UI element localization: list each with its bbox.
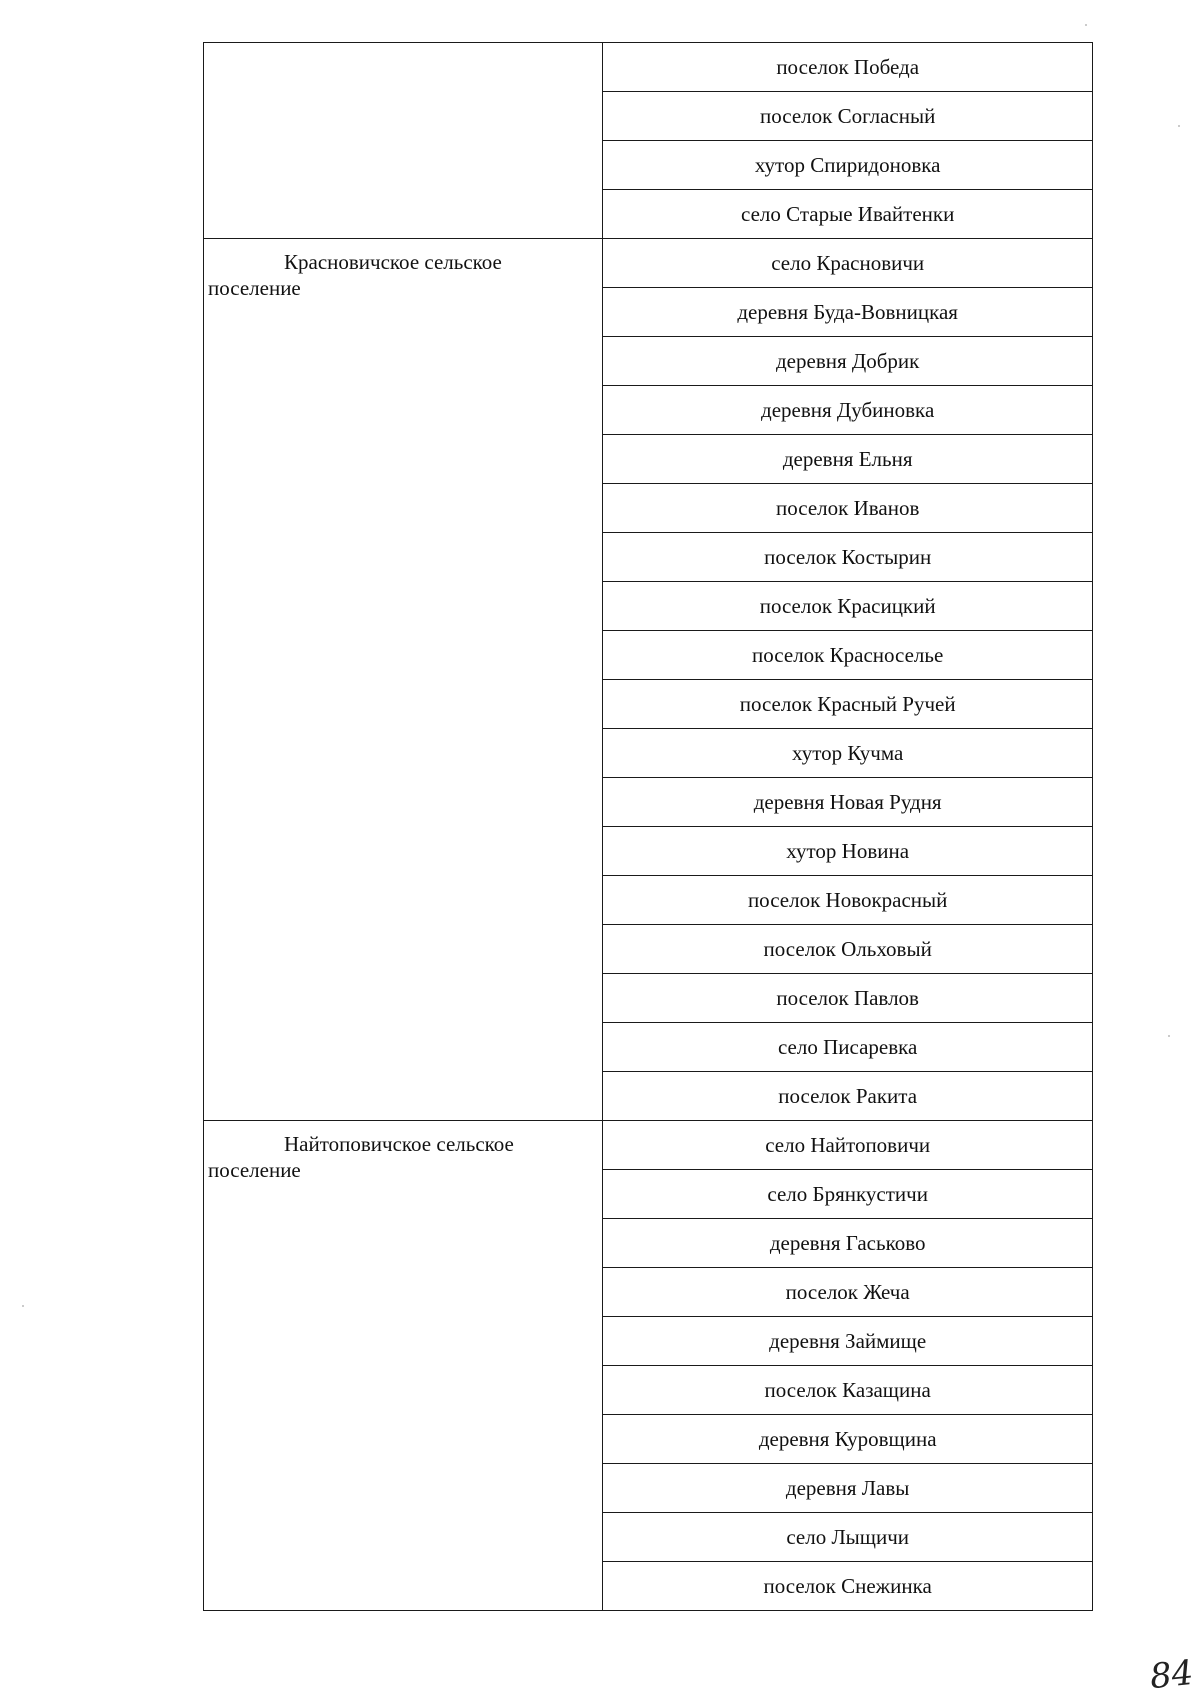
settlement-name: поселок Жеча	[603, 1268, 1093, 1317]
settlement-name: село Старые Ивайтенки	[603, 190, 1093, 239]
settlement-name: деревня Дубиновка	[603, 386, 1093, 435]
settlement-name: поселок Красный Ручей	[603, 680, 1093, 729]
settlement-name: село Писаревка	[603, 1023, 1093, 1072]
settlement-name: село Брянкустичи	[603, 1170, 1093, 1219]
district-name: Найтоповичское сельское поселение	[208, 1132, 514, 1182]
table-row	[204, 239, 1093, 288]
page-number: 84	[1148, 1652, 1196, 1697]
settlement-name: деревня Добрик	[603, 337, 1093, 386]
settlement-name: поселок Победа	[603, 43, 1093, 92]
settlement-name: деревня Лавы	[603, 1464, 1093, 1513]
district-cell	[204, 239, 603, 1121]
settlement-name: поселок Согласный	[603, 92, 1093, 141]
settlement-name: хутор Кучма	[603, 729, 1093, 778]
settlement-name: хутор Новина	[603, 827, 1093, 876]
district-cell	[204, 43, 603, 239]
settlement-name: хутор Спиридоновка	[603, 141, 1093, 190]
settlement-name: село Лыщичи	[603, 1513, 1093, 1562]
district-cell	[204, 1121, 603, 1611]
scan-speck	[1168, 1035, 1170, 1037]
settlement-name: деревня Гаськово	[603, 1219, 1093, 1268]
settlement-name: поселок Ольховый	[603, 925, 1093, 974]
settlement-name: поселок Иванов	[603, 484, 1093, 533]
table-body	[204, 43, 1093, 1611]
settlement-name: деревня Куровщина	[603, 1415, 1093, 1464]
district-name: Красновичское сельское поселение	[208, 250, 502, 300]
settlement-name: деревня Ельня	[603, 435, 1093, 484]
settlement-name: поселок Красноселье	[603, 631, 1093, 680]
settlement-name: поселок Павлов	[603, 974, 1093, 1023]
scan-speck	[1178, 125, 1180, 127]
settlement-name: поселок Ракита	[603, 1072, 1093, 1121]
settlement-name: деревня Буда-Вовницкая	[603, 288, 1093, 337]
settlement-name: поселок Казащина	[603, 1366, 1093, 1415]
settlement-name: поселок Костырин	[603, 533, 1093, 582]
settlement-name: деревня Новая Рудня	[603, 778, 1093, 827]
table-row	[204, 1121, 1093, 1170]
table-row	[204, 43, 1093, 92]
settlement-name: поселок Снежинка	[603, 1562, 1093, 1611]
scan-speck	[1085, 24, 1087, 26]
settlement-name: село Красновичи	[603, 239, 1093, 288]
scan-speck	[22, 1305, 24, 1307]
settlement-name: село Найтоповичи	[603, 1121, 1093, 1170]
settlement-name: поселок Новокрасный	[603, 876, 1093, 925]
settlements-table	[203, 42, 1093, 1611]
settlement-name: поселок Красицкий	[603, 582, 1093, 631]
settlement-name: деревня Займище	[603, 1317, 1093, 1366]
